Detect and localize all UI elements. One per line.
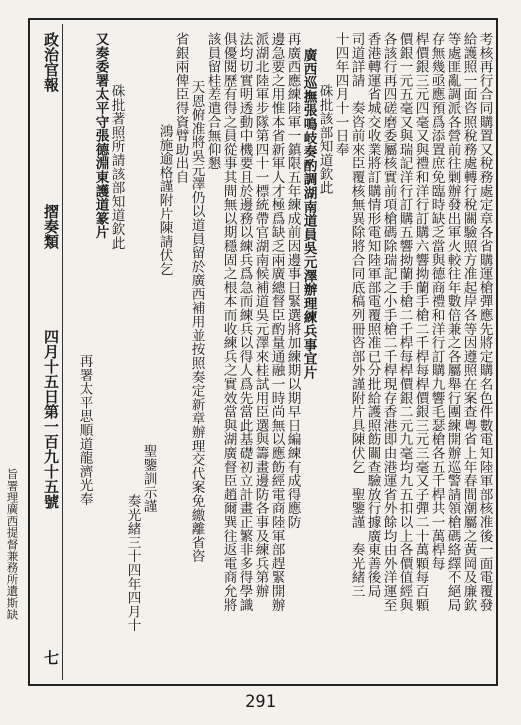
text-column: 再廣西應練陸軍一鎮限五年練成前因邊事日緊選將加練期以期早日編練有成得應防 — [284, 32, 301, 529]
section-title: 廣西巡撫張鳴岐奏酌調湖南道員吳元澤辦理練兵事宜片 — [300, 48, 317, 380]
text-column: 給護照一面咨照稅務處轉行稅關驗照方准起岸各等因遵照在案查粵省上年春間潮屬之黃岡及廉欽 — [460, 32, 477, 612]
text-column: 十四年四月十一日奉 — [332, 32, 349, 157]
text-column: 司道詳請 奏咨前來臣覆核無異除將合同底稿列冊咨部外謹附片具陳伏乞 聖鑒謹 奏光緒三 — [348, 32, 365, 598]
gazette-title: 政治官報 — [42, 32, 60, 92]
text-column: 硃批該部知道欽此 — [316, 84, 333, 195]
text-column: 香港轉運省城交收業將訂購情形電知陸軍部電覆照准已分批給護照飭關查驗放行據廣東善後局 — [364, 32, 381, 598]
text-column: 旨署理廣西提督兼務所遺斯缺 — [5, 468, 20, 621]
text-column: 該員留桂差遣合無仰懇 — [204, 32, 221, 170]
section-title: 又奏委署太平守張德淵東護道篆片 — [92, 32, 109, 239]
text-column: 桿價銀三元四毫又與禮和洋行訂購六響拗蘭手槍二千桿每桿價銀三元三毫又子彈二十萬顆每百顆 — [412, 32, 429, 612]
page-number: 291 — [245, 692, 276, 712]
text-column: 各該行再四磋磨委屬核實前項槍碼除瑞記之小手槍二千桿現存香港即由港運省外餘均由外洋運至 — [380, 32, 397, 612]
issue-date: 四月十五日第一百九十五號 — [42, 329, 60, 509]
text-body — [62, 24, 493, 680]
leaf-number: 七 — [42, 650, 60, 665]
column-rule — [62, 24, 63, 680]
text-column: 省銀兩俾臣得資臂助出自 — [172, 32, 189, 184]
text-column: 派湖北陸軍步隊第四十一標統帶官湖南候補道吳元澤來桂試用臣選與籌畫邊防各事及練兵第辦 — [252, 32, 269, 598]
text-column: 價銀一元五毫又與瑞記洋行訂購五響拗蘭手槍二千桿每桿價銀二元九毫均九五扣以上各價值經與 — [396, 32, 413, 612]
text-column: 再署太平思順道龍濟光奉 — [76, 354, 93, 506]
text-column: 考核再行合同購置又稅務處定章各省購運槍彈應先將定購名色件數電知陸軍部核准後一面電覆發 — [476, 32, 493, 612]
text-column: 聖鑒訓示謹 — [140, 444, 157, 513]
text-column: 天恩俯准將吳元澤仍以道員留於廣西補用並按照奏定新章辦理交代案免繳離省咨 — [188, 80, 205, 563]
text-column: 邊急要之用惟本省新軍人才極爲缺乏兩廣總督臣酌量通融一時尚無以應飭經電商陸軍部趕緊開辦 — [268, 32, 285, 612]
text-column: 存無幾亟應預爲添置庶免臨時缺乏當與德商禮和洋行訂購九響毛瑟槍各五千桿共一萬桿每 — [428, 32, 445, 571]
category-label: 摺奏類 — [42, 204, 60, 249]
text-column: 俱優閱歷有得之員從事其間無以期穩固之根本而收練兵之實效當與湖廣督臣趙爾巽往返電商允將 — [220, 32, 237, 612]
text-column: 法均切實明透動中機要且於邊務以練兵爲急而練兵以得人爲先當此基礎初立計畫正繁非多得學識 — [236, 32, 253, 612]
text-column: 等處匪亂調派各營前往剿辦發出軍火較往年數倍兼之各屬舉行團練開辦巡警請領槍碼絡繹不絕局 — [444, 32, 461, 612]
text-column: 硃批著照所請該部知道欽此 — [108, 84, 125, 250]
text-column: 奏光緒三十四年四月十 — [124, 494, 141, 632]
text-column: 鴻施逾格謹附片陳請伏乞 — [156, 124, 173, 276]
gazette-header — [30, 24, 62, 680]
